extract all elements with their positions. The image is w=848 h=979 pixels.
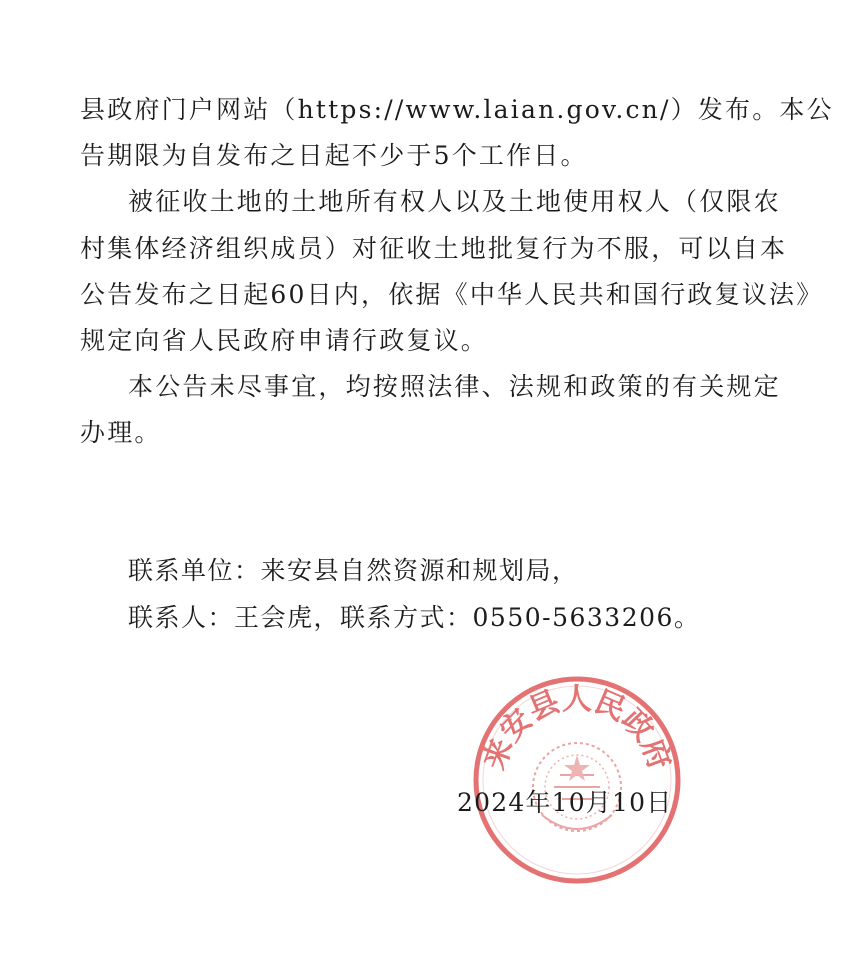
paragraph-2-line-3: 公告发布之日起60日内，依据《中华人民共和国行政复议法》: [80, 280, 824, 309]
contact-unit: 联系单位：来安县自然资源和规划局，: [128, 556, 579, 585]
paragraph-2-line-4: 规定向省人民政府申请行政复议。: [80, 326, 489, 355]
contact-person: 联系人：王会虎，联系方式：0550-5633206。: [128, 603, 701, 632]
paragraph-1-line-1: 县政府门户网站（https://www.laian.gov.cn/）发布。本公: [80, 95, 834, 124]
issue-date: 2024年10月10日: [457, 788, 673, 817]
paragraph-1-line-2: 告期限为自发布之日起不少于5个工作日。: [80, 141, 588, 170]
seal-text: 来安县人民政府: [477, 681, 677, 775]
paragraph-2-line-2: 村集体经济组织成员）对征收土地批复行为不服，可以自本: [80, 234, 788, 263]
paragraph-2-line-1: 被征收土地的土地所有权人以及土地使用权人（仅限农: [128, 187, 781, 216]
paragraph-3-line-1: 本公告未尽事宜，均按照法律、法规和政策的有关规定: [128, 372, 781, 401]
official-seal: [472, 675, 682, 885]
paragraph-3-line-2: 办理。: [80, 418, 162, 447]
